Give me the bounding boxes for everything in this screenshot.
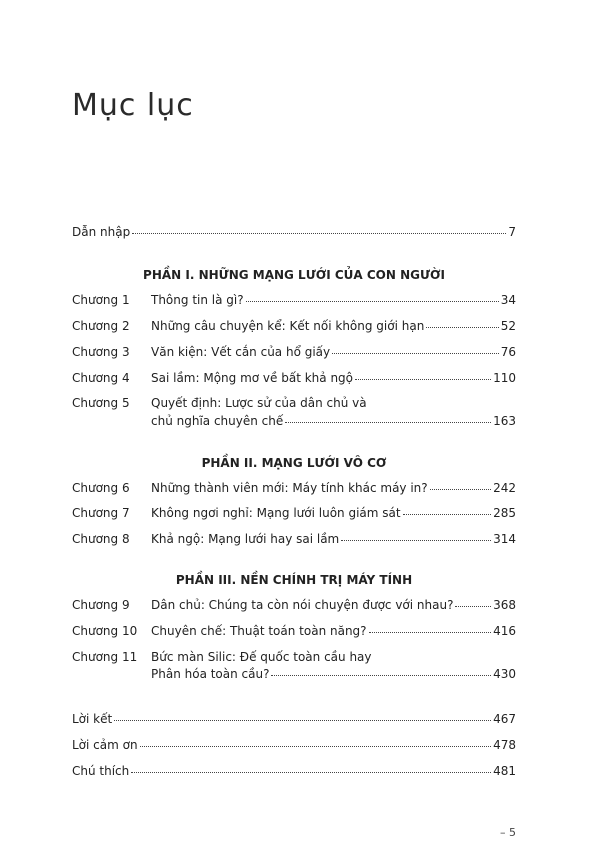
chapter-number: Chương 6 bbox=[72, 481, 130, 495]
toc-entry-chapter-4[interactable] bbox=[72, 370, 516, 386]
chapter-page: 285 bbox=[493, 506, 516, 520]
dot-leader bbox=[332, 352, 499, 354]
dot-leader bbox=[369, 631, 492, 633]
toc-entry-chapter-9[interactable] bbox=[72, 597, 516, 613]
toc-entry-chapter-8[interactable] bbox=[72, 531, 516, 547]
toc-entry-intro[interactable] bbox=[72, 224, 516, 240]
dot-leader bbox=[132, 232, 506, 234]
chapter-page: 76 bbox=[500, 345, 516, 359]
toc-entry-label: Lời cảm ơn bbox=[72, 738, 138, 752]
part-heading-3: PHẦN III. NỀN CHÍNH TRỊ MÁY TÍNH bbox=[175, 573, 413, 587]
chapter-number: Chương 10 bbox=[72, 624, 138, 638]
toc-entry-label: Lời kết bbox=[72, 712, 113, 726]
toc-entry-page: 7 bbox=[508, 225, 516, 239]
dot-leader bbox=[114, 719, 491, 721]
toc-entry-chapter-11[interactable] bbox=[151, 666, 516, 682]
chapter-number: Chương 1 bbox=[72, 293, 130, 307]
page-title: Mục lục bbox=[72, 88, 194, 123]
chapter-page: 52 bbox=[500, 319, 516, 333]
chapter-title-line1: Quyết định: Lược sử của dân chủ và bbox=[151, 396, 367, 410]
chapter-page: 416 bbox=[493, 624, 516, 638]
chapter-title: Sai lầm: Mộng mơ về bất khả ngộ bbox=[151, 371, 354, 385]
chapter-page: 430 bbox=[493, 667, 516, 681]
toc-entry-chapter-3[interactable] bbox=[72, 344, 516, 360]
toc-entry-label: Dẫn nhập bbox=[72, 225, 131, 239]
dot-leader bbox=[426, 326, 498, 328]
toc-entry-label: Chú thích bbox=[72, 764, 130, 778]
chapter-page: 110 bbox=[493, 371, 516, 385]
chapter-title: Những câu chuyện kể: Kết nối không giới hạn bbox=[151, 319, 425, 333]
dot-leader bbox=[285, 421, 491, 423]
chapter-title: Chuyên chế: Thuật toán toàn năng? bbox=[151, 624, 367, 638]
chapter-number: Chương 5 bbox=[72, 396, 130, 410]
toc-entry-chapter-5[interactable] bbox=[151, 413, 516, 429]
chapter-page: 368 bbox=[493, 598, 516, 612]
toc-entry-epilogue[interactable] bbox=[72, 711, 516, 727]
dot-leader bbox=[271, 674, 491, 676]
chapter-number: Chương 7 bbox=[72, 506, 130, 520]
toc-entry-acknowledgements[interactable] bbox=[72, 737, 516, 753]
dot-leader bbox=[430, 488, 491, 490]
chapter-page: 314 bbox=[493, 532, 516, 546]
chapter-number: Chương 3 bbox=[72, 345, 130, 359]
chapter-title: Những thành viên mới: Máy tính khác máy in? bbox=[151, 481, 428, 495]
toc-entry-page: 478 bbox=[493, 738, 516, 752]
toc-entry-page: 467 bbox=[493, 712, 516, 726]
dot-leader bbox=[246, 300, 499, 302]
chapter-number: Chương 11 bbox=[72, 650, 138, 664]
chapter-page: 242 bbox=[493, 481, 516, 495]
toc-entry-chapter-6[interactable] bbox=[72, 480, 516, 496]
chapter-number: Chương 4 bbox=[72, 371, 130, 385]
toc-entry-chapter-10[interactable] bbox=[72, 623, 516, 639]
chapter-number: Chương 8 bbox=[72, 532, 130, 546]
toc-entry-chapter-5-line1[interactable] bbox=[72, 395, 516, 411]
part-heading-2: PHẦN II. MẠNG LƯỚI VÔ CƠ bbox=[201, 456, 387, 470]
dot-leader bbox=[455, 605, 491, 607]
toc-entry-page: 481 bbox=[493, 764, 516, 778]
dot-leader bbox=[131, 771, 491, 773]
part-heading-1: PHẦN I. NHỮNG MẠNG LƯỚI CỦA CON NGƯỜI bbox=[143, 268, 445, 282]
toc-entry-chapter-2[interactable] bbox=[72, 318, 516, 334]
chapter-number: Chương 9 bbox=[72, 598, 130, 612]
toc-entry-chapter-11-line1[interactable] bbox=[72, 649, 516, 665]
chapter-title: Dân chủ: Chúng ta còn nói chuyện được với nhau? bbox=[151, 598, 454, 612]
chapter-title: Không ngơi nghỉ: Mạng lưới luôn giám sát bbox=[151, 506, 401, 520]
toc-entry-notes[interactable] bbox=[72, 763, 516, 779]
dot-leader bbox=[355, 378, 491, 380]
chapter-title: chủ nghĩa chuyên chế bbox=[151, 414, 284, 428]
toc-entry-chapter-1[interactable] bbox=[72, 292, 516, 308]
page-number: – 5 bbox=[500, 826, 516, 839]
chapter-title: Văn kiện: Vết cắn của hổ giấy bbox=[151, 345, 331, 359]
chapter-page: 34 bbox=[500, 293, 516, 307]
chapter-title: Khả ngộ: Mạng lưới hay sai lầm bbox=[151, 532, 340, 546]
dot-leader bbox=[140, 745, 492, 747]
chapter-title: Thông tin là gì? bbox=[151, 293, 244, 307]
chapter-page: 163 bbox=[493, 414, 516, 428]
dot-leader bbox=[341, 539, 491, 541]
toc-entry-chapter-7[interactable] bbox=[72, 505, 516, 521]
chapter-number: Chương 2 bbox=[72, 319, 130, 333]
dot-leader bbox=[403, 513, 492, 515]
chapter-title: Phân hóa toàn cầu? bbox=[151, 667, 270, 681]
chapter-title-line1: Bức màn Silic: Đế quốc toàn cầu hay bbox=[151, 650, 372, 664]
